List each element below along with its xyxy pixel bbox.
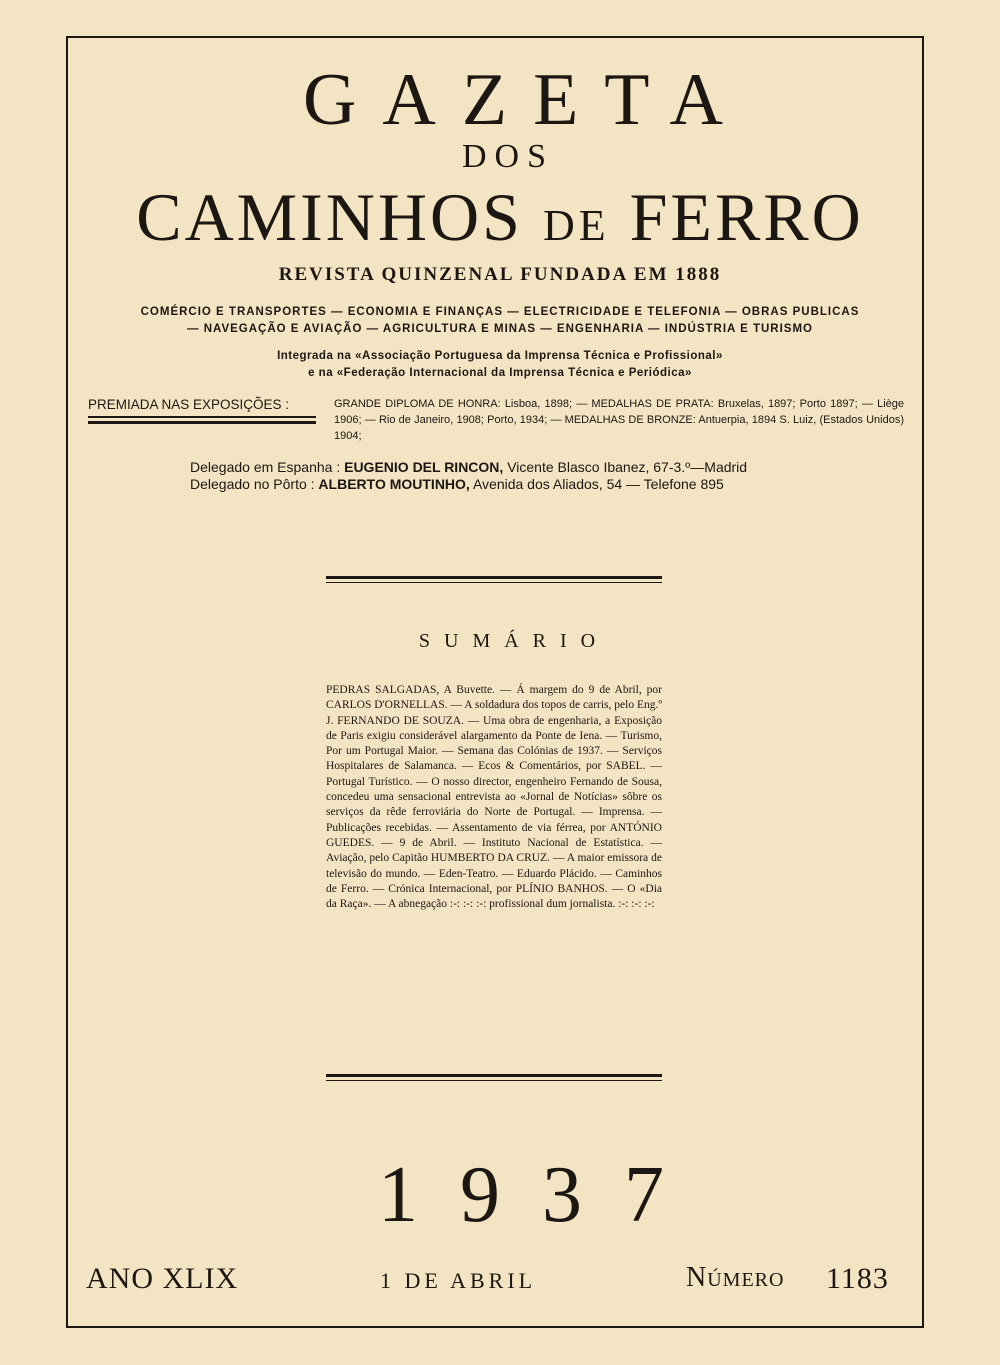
premiada-text: GRANDE DIPLOMA DE HONRA: Lisboa, 1898; — MEDALHAS DE PRATA: Bruxelas, 1897; Porto 1897; — Liège 1906; — Rio de Janeiro, 1908; Porto, 1934; — MEDALHAS DE BRONZE: Antuerpia, 1894 S. Luiz, (Estados Unidos) 1904; xyxy=(334,398,904,442)
issue-year: 1937 xyxy=(378,1151,706,1239)
masthead-subtitle: REVISTA QUINZENAL FUNDADA EM 1888 xyxy=(278,264,722,285)
divider-bottom-thick xyxy=(326,1074,662,1077)
integrada-line-2: e na «Federação Internacional da Imprensa Técnica e Periódica» xyxy=(308,367,692,379)
sumario-body: PEDRAS SALGADAS, A Buvette. — Á margem do 9 de Abril, por CARLOS D'ORNELLAS. — A soldadura dos topos de carris, pelo Eng.º J. FERNANDO DE SOUZA. — Uma obra de engenharia, a Exposição de Paris exigiu considerável alargamento da Ponte de Iena. — Turismo, Por um Portugal Maior. — Semana das Colónias de 1937. — Serviços Hospitalares de Salamanca. — Ecos & Comentários, por SABEL. — Portugal Turístico. — O nosso director, engenheiro Fernando de Sousa, concedeu uma sensacional entrevista ao «Jornal de Notícias» sôbre os serviços da rêde ferroviária do Norte de Portugal. — Imprensa. — Publicações recebidas. — Assentamento de via férrea, por ANTÓNIO GUEDES. — 9 de Abril. — Instituto Nacional de Estatística. — Aviação, pelo Capitão HUMBERTO DA CRUZ. — A maior emissora de televisão do mundo. — Eden-Teatro. — Eduardo Plácido. — Caminhos de Ferro. — Crónica Internacional, por PLÍNIO BANHOS. — O «Dia da Raça». — A abnegação :-: :-: :-: profissional dum jornalista. :-: :-: :-: xyxy=(326,684,662,911)
issue-date: 1 DE ABRIL xyxy=(380,1268,537,1293)
delegado-porto xyxy=(190,476,747,493)
issue-numero-label: Número xyxy=(686,1262,785,1293)
sumario-title: SUMÁRIO xyxy=(418,630,610,652)
masthead-caminhos: CAMINHOS xyxy=(136,179,523,255)
delegado-porto-name: ALBERTO MOUTINHO, xyxy=(318,476,470,492)
topics-line-2: — NAVEGAÇÃO E AVIAÇÃO — AGRICULTURA E MINAS — ENGENHARIA — INDÚSTRIA E TURISMO xyxy=(187,323,813,335)
delegados-block xyxy=(190,459,747,493)
premiada-rule xyxy=(88,416,316,418)
delegado-espanha-name: EUGENIO DEL RINCON, xyxy=(344,459,504,475)
masthead-title-dos: DOS xyxy=(461,138,555,175)
delegado-porto-label: Delegado no Pôrto : xyxy=(190,476,315,492)
masthead-title-caminhos xyxy=(0,178,1000,257)
premiada-label: PREMIADA NAS EXPOSIÇÕES : xyxy=(88,397,290,412)
premiada-rule-thick xyxy=(88,421,316,424)
delegado-porto-address: Avenida dos Aliados, 54 — Telefone 895 xyxy=(472,476,724,492)
divider-bottom-thin xyxy=(326,1080,662,1081)
integrada-line-1: Integrada na «Associação Portuguesa da Imprensa Técnica e Profissional» xyxy=(277,350,723,362)
issue-numero: 1183 xyxy=(826,1262,889,1295)
masthead-topics xyxy=(0,304,1000,338)
delegado-espanha xyxy=(190,459,747,476)
divider-top-thick xyxy=(326,576,662,579)
delegado-espanha-label: Delegado em Espanha : xyxy=(190,459,341,475)
masthead-title-gazeta: GAZETA xyxy=(302,59,749,141)
topics-line-1: COMÉRCIO E TRANSPORTES — ECONOMIA E FINANÇAS — ELECTRICIDADE E TELEFONIA — OBRAS PUBLICAS xyxy=(140,306,860,318)
delegado-espanha-address: Vicente Blasco Ibanez, 67-3.º—Madrid xyxy=(507,459,748,475)
divider-top-thin xyxy=(326,582,662,583)
masthead-de: DE xyxy=(542,201,610,250)
masthead-integrada xyxy=(0,348,1000,382)
masthead-ferro: FERRO xyxy=(629,179,864,255)
issue-ano: ANO XLIX xyxy=(86,1262,239,1295)
